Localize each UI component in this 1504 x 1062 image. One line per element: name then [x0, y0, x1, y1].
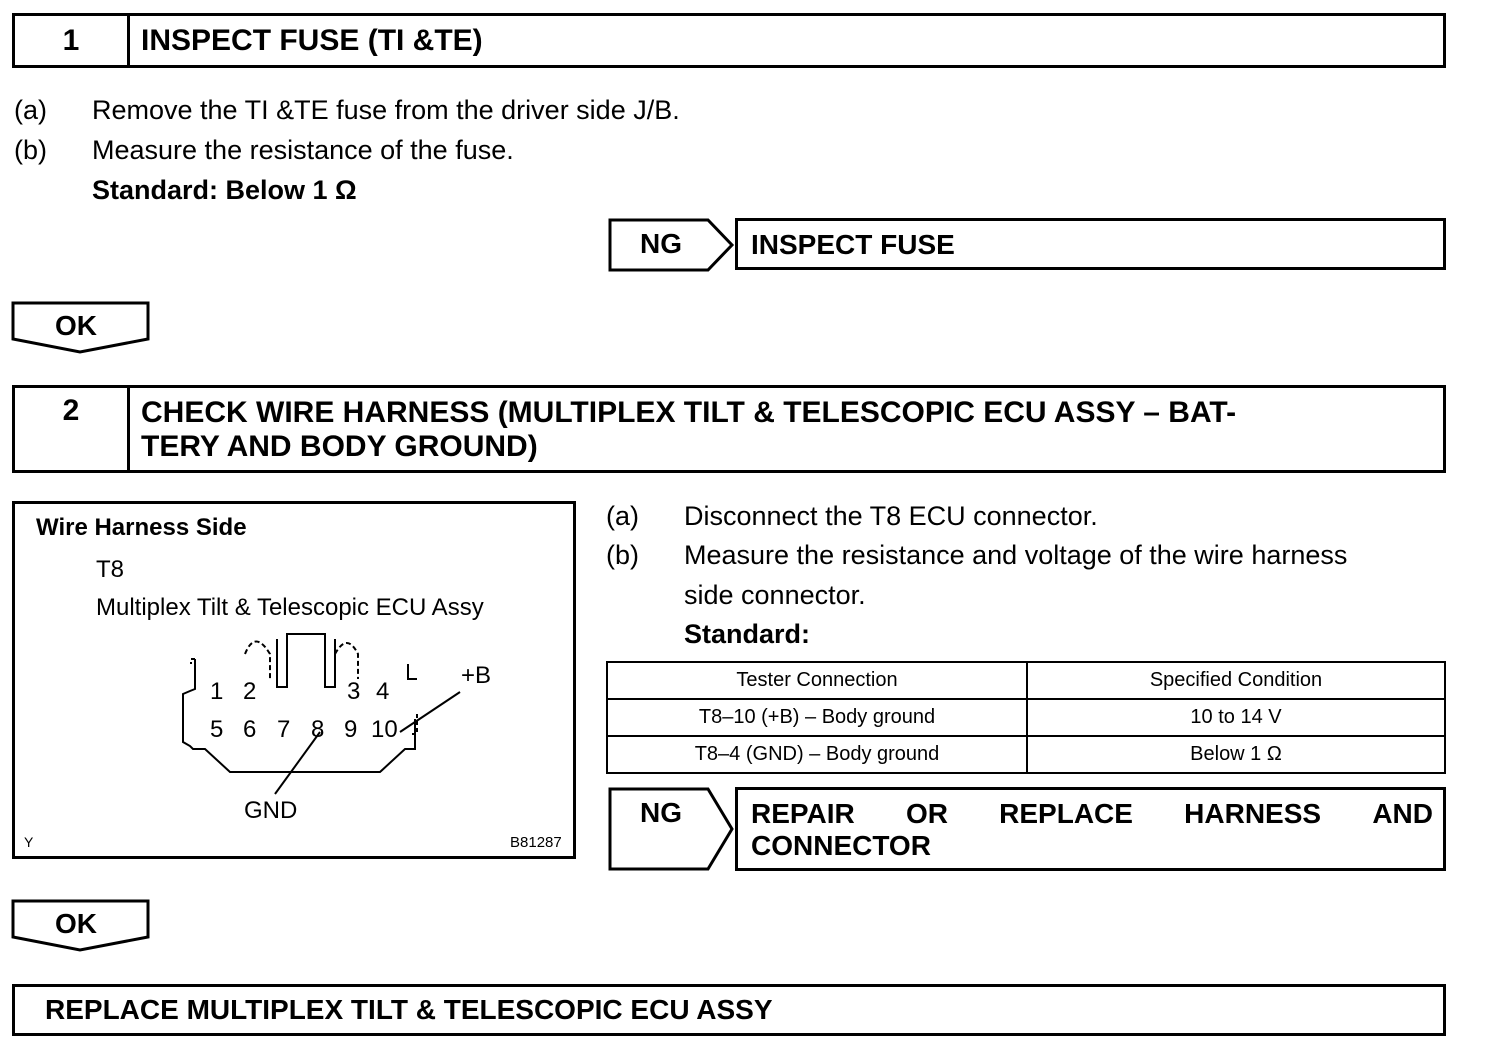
- step1-ng-action-text: INSPECT FUSE: [751, 229, 955, 260]
- pin-6: 6: [243, 716, 257, 743]
- step2-ng-action-line2: CONNECTOR: [751, 830, 931, 861]
- spec-cell: T8–10 (+B) – Body ground: [607, 699, 1027, 736]
- diagram-component-name: Multiplex Tilt & Telescopic ECU Assy: [96, 594, 484, 621]
- table-row: [607, 699, 1445, 736]
- step1-number: 1: [15, 16, 130, 65]
- step2-item-b-label: (b): [606, 540, 639, 570]
- pin-5: 5: [210, 716, 224, 743]
- connector-diagram: [12, 501, 576, 859]
- spec-cell: 10 to 14 V: [1027, 699, 1445, 736]
- step1-item-a-label: (a): [14, 95, 47, 125]
- figure-id: B81287: [510, 834, 562, 851]
- pin-9: 9: [344, 716, 358, 743]
- corner-mark: Y: [24, 834, 34, 850]
- table-row: [607, 736, 1445, 773]
- final-action-title: REPLACE MULTIPLEX TILT & TELESCOPIC ECU ASSY: [45, 994, 773, 1025]
- label-gnd: GND: [244, 797, 298, 824]
- step2-ng-action: [735, 787, 1446, 871]
- step2-item-b-cont-text: side connector.: [684, 580, 866, 610]
- step2-item-a-label: (a): [606, 501, 639, 531]
- pin-4: 4: [376, 678, 390, 705]
- step1-standard: Standard: Below 1 Ω: [92, 175, 357, 205]
- diagram-connector-id: T8: [96, 556, 125, 583]
- ng-word: HARNESS: [1184, 798, 1322, 829]
- final-action: [12, 984, 1446, 1036]
- spec-table: [606, 661, 1446, 774]
- step1-ng-action: [735, 218, 1446, 270]
- step2-ng-action-line1: [751, 798, 1433, 830]
- step2-item-a-text: Disconnect the T8 ECU connector.: [684, 501, 1098, 531]
- step1-item-a-text: Remove the TI &TE fuse from the driver side J/B.: [92, 95, 680, 125]
- pin-3: 3: [347, 678, 361, 705]
- spec-cell: Below 1 Ω: [1027, 736, 1445, 773]
- pin-10: 10: [371, 716, 398, 743]
- step2-header: [12, 385, 1446, 473]
- step2-title-line2: TERY AND BODY GROUND): [141, 430, 538, 463]
- step2-standard: Standard:: [684, 619, 811, 649]
- ng-word: REPAIR: [751, 798, 855, 829]
- pin-7: 7: [277, 716, 291, 743]
- diagram-heading: Wire Harness Side: [36, 514, 247, 541]
- spec-cell: T8–4 (GND) – Body ground: [607, 736, 1027, 773]
- step1-ng-label: NG: [640, 228, 682, 259]
- ng-word: REPLACE: [999, 798, 1133, 829]
- label-plus-b: +B: [461, 662, 492, 689]
- step1-header: [12, 13, 1446, 68]
- step2-item-b-text: Measure the resistance and voltage of the wire harness: [684, 540, 1348, 570]
- step2-number: [15, 388, 130, 470]
- ng-word: AND: [1372, 798, 1433, 829]
- pin-1: 1: [210, 678, 224, 705]
- step2-title: [141, 396, 1435, 464]
- step2-number-text: 2: [62, 394, 80, 427]
- step1-title: INSPECT FUSE (TI &TE): [141, 24, 483, 57]
- spec-header-tester: Tester Connection: [607, 662, 1027, 699]
- step2-ng-label: NG: [640, 797, 682, 828]
- step1-item-b-text: Measure the resistance of the fuse.: [92, 135, 514, 165]
- spec-table-header: [607, 662, 1445, 699]
- spec-header-condition: Specified Condition: [1027, 662, 1445, 699]
- pin-2: 2: [243, 678, 257, 705]
- step2-ok-label: OK: [55, 908, 97, 939]
- pin-8: 8: [311, 716, 325, 743]
- step2-title-line1: CHECK WIRE HARNESS (MULTIPLEX TILT & TELESCOPIC ECU ASSY – BAT-: [141, 396, 1237, 429]
- step1-item-b-label: (b): [14, 135, 47, 165]
- step1-ok-label: OK: [55, 310, 97, 341]
- ng-word: OR: [905, 798, 948, 829]
